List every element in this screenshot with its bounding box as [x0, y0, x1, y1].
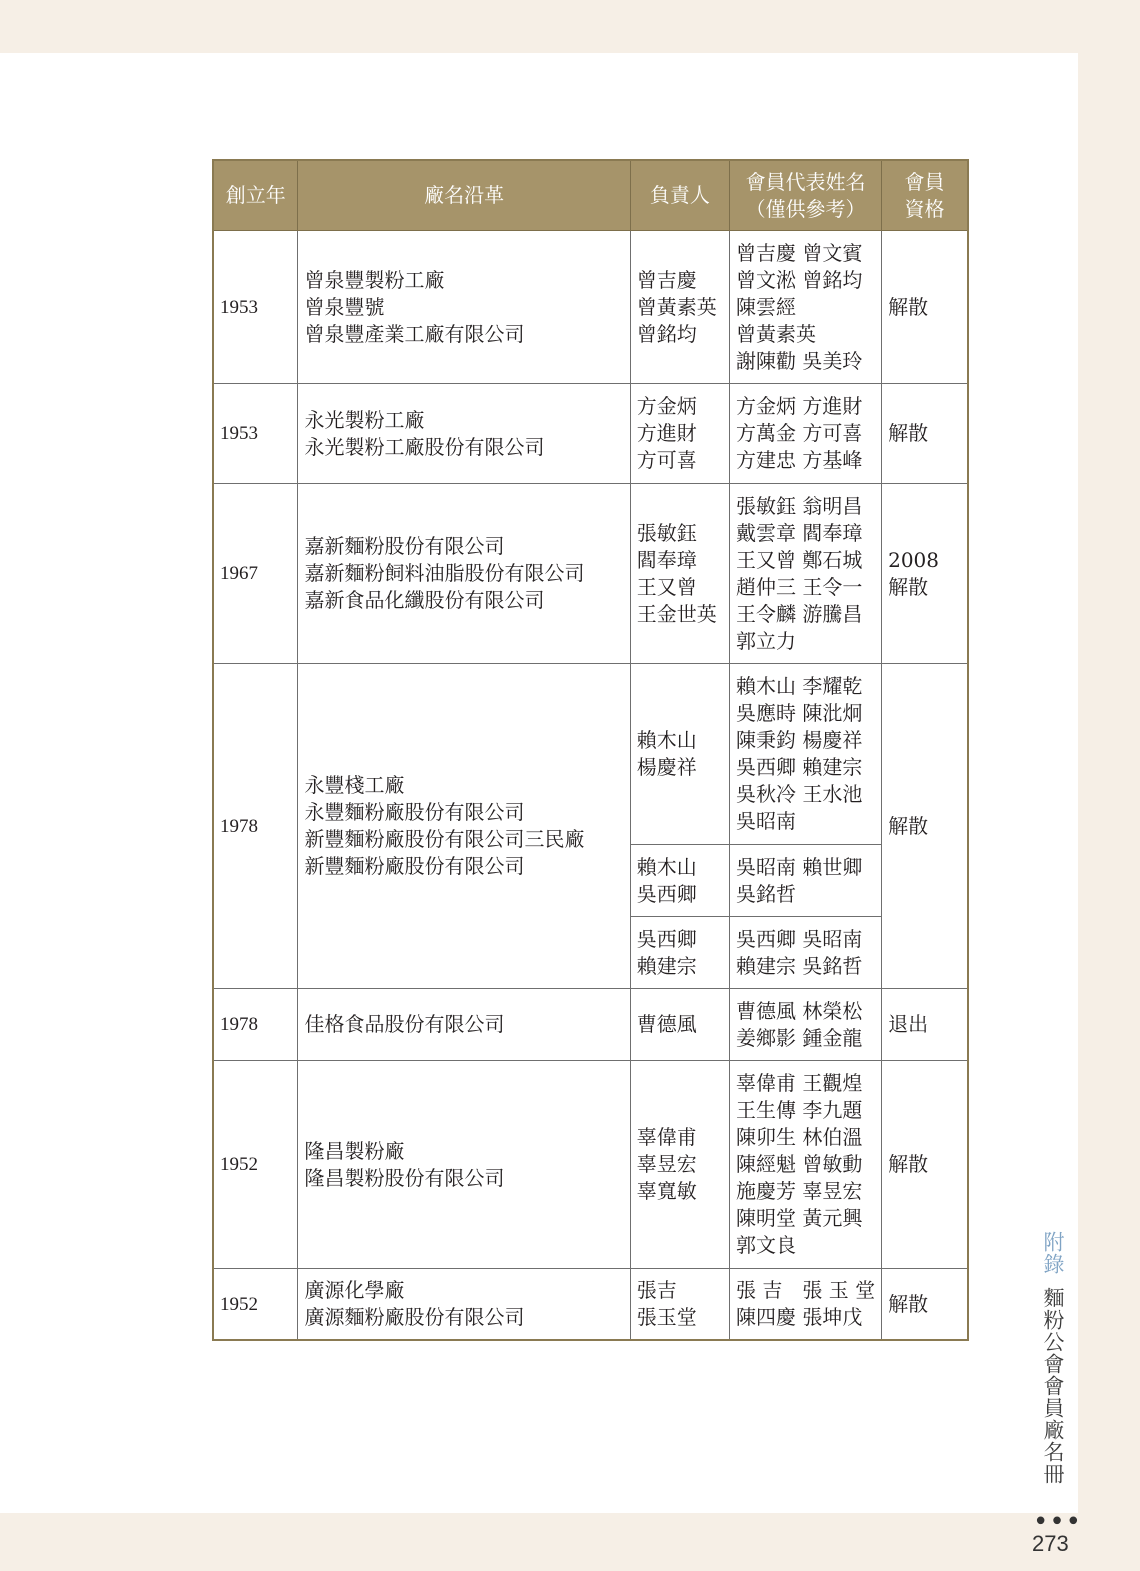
manager-cell-line: 曾吉慶	[636, 267, 697, 292]
representatives-cell-line: 張敏鈺 翁明昌	[736, 493, 863, 518]
manager-cell-line: 賴木山	[636, 728, 697, 752]
factory-names-cell-line: 新豐麵粉廠股份有限公司	[304, 854, 525, 878]
representatives-cell-line: 郭文良	[736, 1233, 797, 1257]
chapter-title: 麵粉公會會員廠名冊	[1041, 1286, 1065, 1485]
manager-cell	[630, 664, 729, 845]
representatives-cell	[730, 384, 882, 484]
year-cell: 1978	[213, 664, 298, 989]
representatives-cell	[730, 664, 882, 845]
representatives-cell	[730, 1061, 882, 1269]
header-rep-line1: 會員代表姓名	[745, 169, 866, 194]
representatives-cell-line: 方萬金 方可喜	[736, 421, 863, 445]
membership-status-cell-line: 解散	[888, 421, 929, 445]
roster-body	[213, 231, 968, 1341]
manager-cell-line: 曾銘均	[636, 321, 697, 346]
representatives-cell-line: 施慶芳 辜昱宏	[736, 1179, 863, 1203]
representatives-cell-line: 辜偉甫 王觀煌	[736, 1071, 863, 1095]
membership-status-cell-line: 解散	[888, 574, 929, 599]
membership-status-cell	[882, 484, 968, 664]
representatives-cell	[730, 845, 882, 917]
representatives-cell-line: 吳秋冷 王水池	[736, 782, 863, 806]
representatives-cell-line: 方建忠 方基峰	[736, 448, 863, 472]
representatives-cell	[730, 484, 882, 664]
representatives-cell-line: 趙仲三 王令一	[736, 574, 863, 599]
factory-names-cell-line: 永光製粉工廠	[304, 407, 425, 432]
header-status-line2: 資格	[904, 196, 945, 221]
side-running-title	[1038, 1231, 1068, 1485]
header-representatives	[730, 160, 882, 231]
manager-cell-line: 辜昱宏	[636, 1152, 697, 1176]
header-rep-line2: （僅供參考）	[745, 196, 866, 221]
year-cell: 1952	[213, 1061, 298, 1269]
factory-names-cell	[298, 1061, 630, 1269]
page-number-dots: •••	[1033, 1507, 1083, 1537]
table-row	[213, 484, 968, 664]
membership-status-cell-line: 解散	[888, 1291, 929, 1316]
manager-cell-line: 方金炳	[636, 394, 697, 418]
manager-cell	[630, 917, 729, 989]
factory-names-cell-line: 曾泉豐號	[304, 294, 385, 319]
representatives-cell-line: 賴木山 李耀乾	[736, 674, 863, 698]
membership-status-cell-line: 解散	[888, 294, 929, 319]
header-factory-name: 廠名沿革	[298, 160, 630, 231]
representatives-cell-line: 吳銘哲	[736, 881, 797, 906]
factory-names-cell-line: 廣源化學廠	[304, 1278, 405, 1302]
manager-cell	[630, 1269, 729, 1341]
membership-status-cell	[882, 1269, 968, 1341]
factory-names-cell	[298, 1269, 630, 1341]
manager-cell-line: 張敏鈺	[636, 520, 697, 545]
year-cell: 1978	[213, 989, 298, 1061]
factory-names-cell-line: 隆昌製粉廠	[304, 1138, 405, 1163]
representatives-cell-line: 姜鄉影 鍾金龍	[736, 1025, 863, 1050]
factory-names-cell	[298, 664, 630, 989]
year-cell: 1967	[213, 484, 298, 664]
representatives-cell-line: 吳西卿 吳昭南	[736, 926, 863, 951]
year-cell: 1952	[213, 1269, 298, 1341]
factory-names-cell-line: 嘉新食品化纖股份有限公司	[304, 588, 545, 612]
appendix-label: 附錄	[1041, 1231, 1065, 1275]
factory-names-cell-line: 隆昌製粉股份有限公司	[304, 1165, 505, 1190]
manager-cell-line: 吳西卿	[636, 881, 697, 906]
manager-cell	[630, 845, 729, 917]
header-membership-status	[882, 160, 968, 231]
table-row	[213, 384, 968, 484]
representatives-cell-line: 謝陳勸 吳美玲	[736, 348, 863, 373]
membership-status-cell	[882, 1061, 968, 1269]
factory-names-cell-line: 曾泉豐產業工廠有限公司	[304, 321, 525, 346]
representatives-cell-line: 陳秉鈞 楊慶祥	[736, 728, 863, 752]
factory-names-cell-line: 永光製粉工廠股份有限公司	[304, 434, 545, 459]
representatives-cell-line: 陳四慶 張坤戊	[736, 1305, 863, 1329]
representatives-cell-line: 陳卯生 林伯溫	[736, 1125, 863, 1149]
representatives-cell-line: 賴建宗 吳銘哲	[736, 953, 863, 978]
page	[0, 53, 1083, 1556]
header-manager: 負責人	[630, 160, 729, 231]
manager-cell-line: 吳西卿	[636, 926, 697, 951]
factory-names-cell-line: 永豐麵粉廠股份有限公司	[304, 800, 525, 824]
manager-cell-line: 王又曾	[636, 574, 697, 599]
manager-cell	[630, 384, 729, 484]
manager-cell	[630, 989, 729, 1061]
manager-cell-line: 閻奉璋	[636, 547, 697, 572]
representatives-cell-line: 吳昭南	[736, 809, 797, 833]
manager-cell-line: 張吉	[636, 1278, 677, 1302]
representatives-cell-line: 方金炳 方進財	[736, 394, 863, 418]
membership-status-cell-line: 退出	[888, 1012, 929, 1036]
member-roster-table	[212, 159, 969, 1341]
page-number: 273	[1032, 1531, 1069, 1556]
representatives-cell-line: 陳經魁 曾敏動	[736, 1152, 863, 1176]
manager-cell-line: 賴木山	[636, 854, 697, 879]
table-row	[213, 664, 968, 845]
membership-status-cell	[882, 231, 968, 384]
membership-status-cell	[882, 384, 968, 484]
manager-cell-line: 曹德風	[636, 1012, 697, 1036]
representatives-cell-line: 曾吉慶 曾文賓	[736, 240, 863, 265]
year-cell: 1953	[213, 384, 298, 484]
manager-cell-line: 曾黃素英	[636, 294, 717, 319]
manager-cell-line: 方可喜	[636, 448, 697, 472]
table-row	[213, 989, 968, 1061]
manager-cell	[630, 231, 729, 384]
manager-cell-line: 辜寬敏	[636, 1179, 697, 1203]
representatives-cell-line: 曹德風 林榮松	[736, 998, 863, 1023]
representatives-cell-line: 陳明堂 黃元興	[736, 1206, 863, 1230]
factory-names-cell	[298, 484, 630, 664]
representatives-cell	[730, 231, 882, 384]
header-row	[213, 160, 968, 231]
factory-names-cell-line: 永豐棧工廠	[304, 773, 405, 797]
factory-names-cell	[298, 384, 630, 484]
representatives-cell-line: 吳昭南 賴世卿	[736, 854, 863, 879]
factory-names-cell-line: 曾泉豐製粉工廠	[304, 267, 445, 292]
manager-cell-line: 辜偉甫	[636, 1125, 697, 1149]
representatives-cell-line: 張 吉 張 玉 堂	[736, 1278, 876, 1302]
representatives-cell-line: 王又曾 鄭石城	[736, 547, 863, 572]
manager-cell-line: 楊慶祥	[636, 755, 697, 779]
manager-cell-line: 方進財	[636, 421, 697, 445]
factory-names-cell-line: 新豐麵粉廠股份有限公司三民廠	[304, 827, 585, 851]
representatives-cell	[730, 917, 882, 989]
header-year: 創立年	[213, 160, 298, 231]
representatives-cell-line: 吳西卿 賴建宗	[736, 755, 863, 779]
factory-names-cell-line: 嘉新麵粉飼料油脂股份有限公司	[304, 561, 585, 585]
representatives-cell-line: 郭立力	[736, 628, 797, 653]
representatives-cell-line: 曾文淞 曾銘均	[736, 267, 863, 292]
representatives-cell-line: 王令麟 游騰昌	[736, 601, 863, 626]
manager-cell	[630, 1061, 729, 1269]
year-cell: 1953	[213, 231, 298, 384]
manager-cell-line: 張玉堂	[636, 1305, 697, 1329]
factory-names-cell-line: 佳格食品股份有限公司	[304, 1012, 505, 1036]
table-row	[213, 1269, 968, 1341]
representatives-cell	[730, 1269, 882, 1341]
representatives-cell-line: 曾黃素英	[736, 321, 817, 346]
membership-status-cell	[882, 664, 968, 989]
table-row	[213, 1061, 968, 1269]
factory-names-cell-line: 嘉新麵粉股份有限公司	[304, 534, 505, 558]
manager-cell	[630, 484, 729, 664]
membership-status-cell-line: 2008	[888, 547, 940, 572]
representatives-cell-line: 王生傳 李九題	[736, 1098, 863, 1122]
representatives-cell	[730, 989, 882, 1061]
representatives-cell-line: 吳應時 陳沘炯	[736, 701, 863, 725]
membership-status-cell-line: 解散	[888, 1152, 929, 1176]
header-status-line1: 會員	[904, 169, 945, 194]
factory-names-cell-line: 廣源麵粉廠股份有限公司	[304, 1305, 525, 1329]
manager-cell-line: 賴建宗	[636, 953, 697, 978]
membership-status-cell-line: 解散	[888, 813, 929, 838]
membership-status-cell	[882, 989, 968, 1061]
factory-names-cell	[298, 989, 630, 1061]
manager-cell-line: 王金世英	[636, 601, 717, 626]
representatives-cell-line: 戴雲章 閻奉璋	[736, 520, 863, 545]
factory-names-cell	[298, 231, 630, 384]
table-row	[213, 231, 968, 384]
representatives-cell-line: 陳雲經	[736, 294, 797, 319]
